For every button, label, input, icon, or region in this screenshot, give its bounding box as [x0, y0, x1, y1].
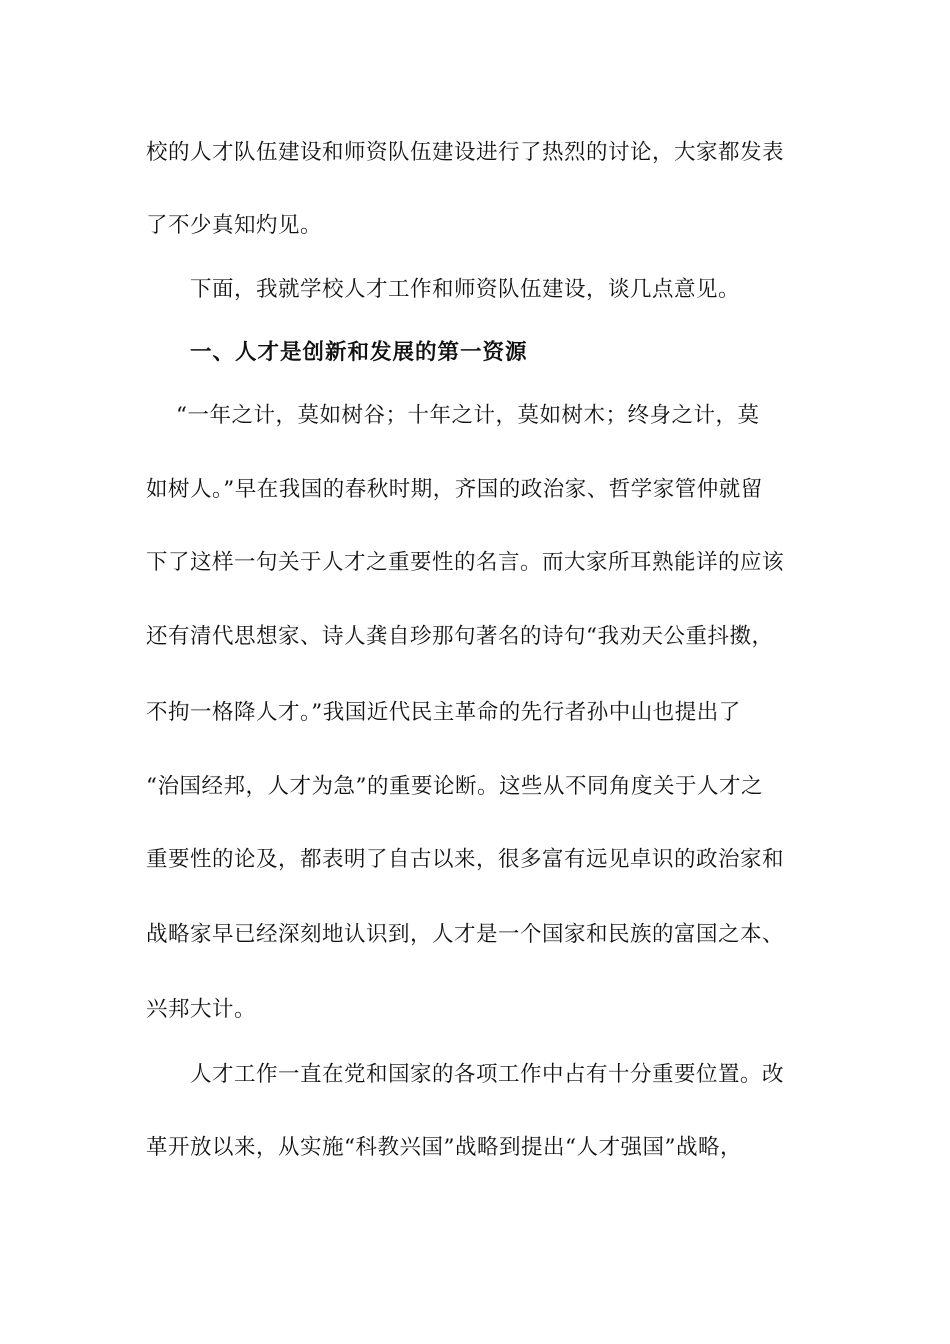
paragraph-line: 人才工作一直在党和国家的各项工作中占有十分重要位置。改	[190, 1062, 785, 1087]
section-heading: 一、人才是创新和发展的第一资源	[190, 340, 528, 365]
paragraph-line: 了不少真知灼见。	[146, 213, 323, 238]
paragraph-line: 下了这样一句关于人才之重要性的名言。而大家所耳熟能详的应该	[146, 550, 785, 575]
paragraph-line: “一年之计，莫如树谷；十年之计，莫如树木；终身之计，莫	[176, 403, 760, 428]
paragraph-line: “治国经邦，人才为急”的重要论断。这些从不同角度关于人才之	[146, 774, 763, 799]
paragraph-line: 兴邦大计。	[146, 997, 257, 1022]
paragraph-line: 如树人。”早在我国的春秋时期，齐国的政治家、哲学家管仲就留	[146, 477, 763, 502]
paragraph-line: 不拘一格降人才。”我国近代民主革命的先行者孙中山也提出了	[146, 700, 741, 725]
paragraph-line: 下面，我就学校人才工作和师资队伍建设，谈几点意见。	[190, 277, 741, 302]
paragraph-line: 战略家早已经深刻地认识到，人才是一个国家和民族的富国之本、	[146, 922, 785, 947]
paragraph-line: 校的人才队伍建设和师资队伍建设进行了热烈的讨论，大家都发表	[146, 140, 785, 165]
paragraph-line: 重要性的论及，都表明了自古以来，很多富有远见卓识的政治家和	[146, 847, 785, 872]
paragraph-line: 还有清代思想家、诗人龚自珍那句著名的诗句“我劝天公重抖擞，	[146, 624, 774, 649]
paragraph-line: 革开放以来，从实施“科教兴国”战略到提出“人才强国”战略，	[146, 1135, 742, 1160]
